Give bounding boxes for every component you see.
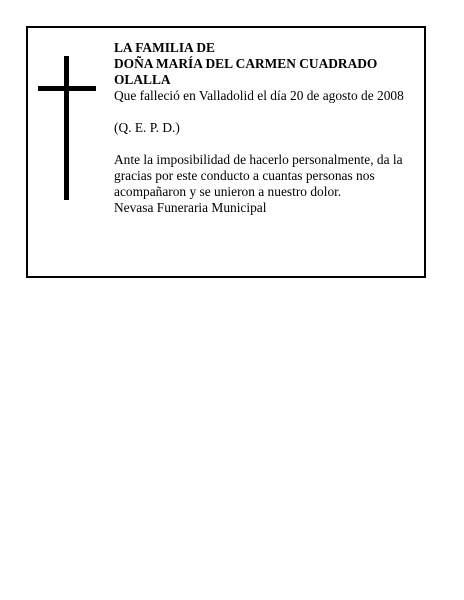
cross-horizontal-bar xyxy=(38,86,96,91)
spacer xyxy=(114,136,418,152)
heading-deceased-name: DOÑA MARÍA DEL CARMEN CUADRADO xyxy=(114,56,378,71)
thanks-line-2: gracias por este conducto a cuantas personas nos xyxy=(114,168,375,183)
death-details: Que falleció en Valladolid el día 20 de agosto de 2008 xyxy=(114,88,404,103)
cross-vertical-bar xyxy=(64,56,69,200)
thanks-line-3: acompañaron y se unieron a nuestro dolor. xyxy=(114,184,342,199)
obituary-notice xyxy=(26,26,426,278)
heading-deceased-surname: OLALLA xyxy=(114,72,171,87)
spacer xyxy=(114,104,418,120)
funeral-home-name: Nevasa Funeraria Municipal xyxy=(114,200,267,215)
notice-text xyxy=(114,40,418,216)
heading-family: LA FAMILIA DE xyxy=(114,40,215,55)
thanks-line-1: Ante la imposibilidad de hacerlo personalmente, da la xyxy=(114,152,403,167)
rip-text: (Q. E. P. D.) xyxy=(114,120,180,135)
latin-cross-icon xyxy=(38,56,98,200)
